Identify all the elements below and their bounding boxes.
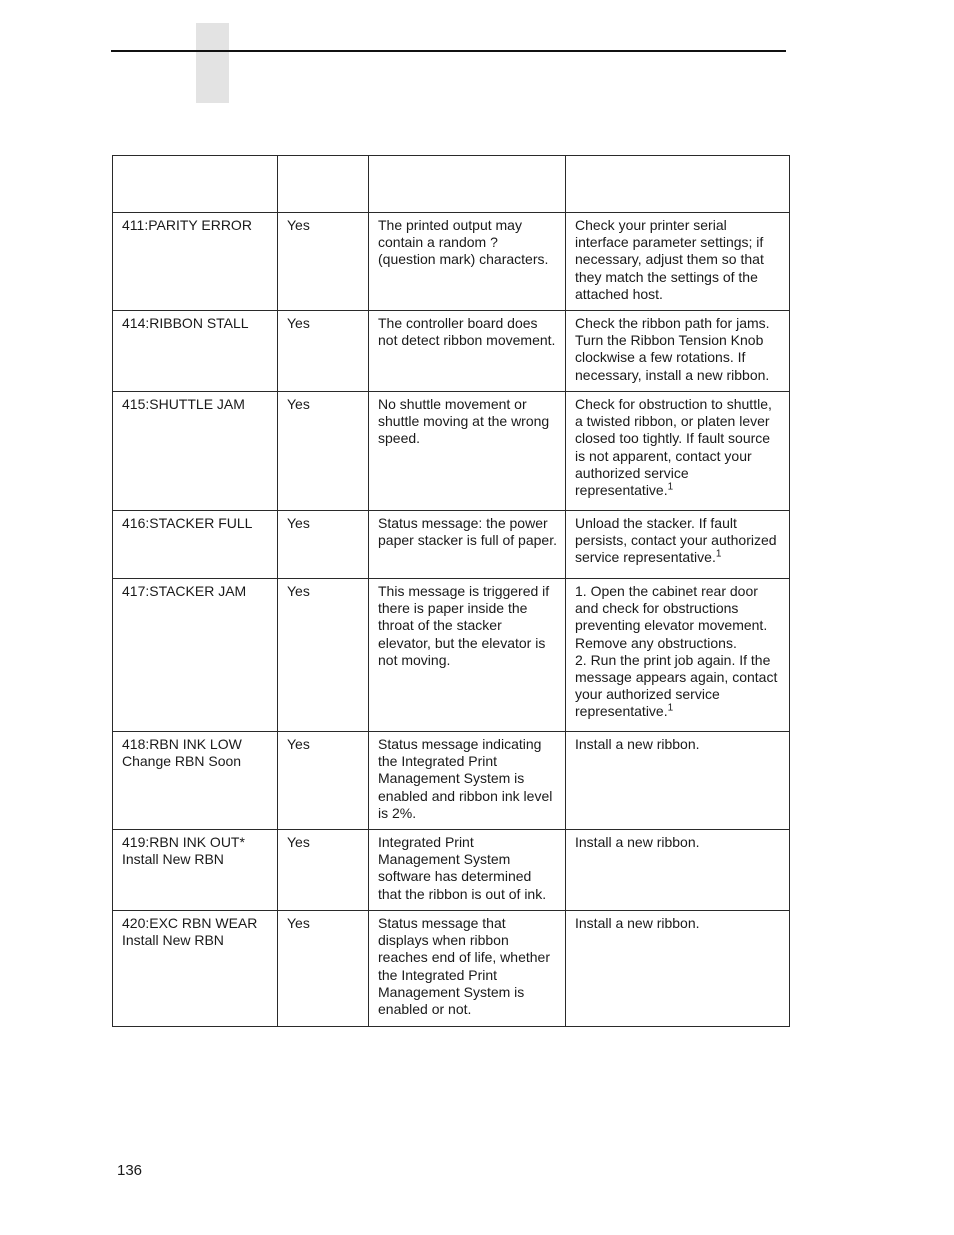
header-cell-explanation bbox=[369, 156, 566, 213]
message-cell bbox=[113, 830, 278, 911]
message-line: 419:RBN INK OUT* bbox=[122, 834, 245, 850]
solution-text: Check for obstruction to shuttle, a twisted ribbon, or platen lever closed too tightly. If fault source is not apparent, contact your authorized service representative. bbox=[575, 396, 772, 499]
solution-cell bbox=[566, 732, 790, 830]
solution-text: Install a new ribbon. bbox=[575, 834, 700, 850]
message-cell bbox=[113, 511, 278, 579]
footnote-marker: 1 bbox=[715, 548, 722, 560]
message-cell bbox=[113, 311, 278, 392]
solution-cell bbox=[566, 830, 790, 911]
chapter-tab bbox=[196, 23, 229, 103]
flag-cell: Yes bbox=[278, 392, 369, 511]
message-line: Install New RBN bbox=[122, 932, 224, 949]
solution-text: Install a new ribbon. bbox=[575, 736, 700, 752]
solution-cell bbox=[566, 392, 790, 511]
solution-text: Check the ribbon path for jams. Turn the Ribbon Tension Knob clockwise a few rotations. If necessary, install a new ribbon. bbox=[575, 315, 770, 383]
message-cell bbox=[113, 579, 278, 732]
explanation-cell: Integrated Print Management System software has determined that the ribbon is out of ink. bbox=[369, 830, 566, 911]
header-rule bbox=[111, 50, 786, 52]
solution-cell bbox=[566, 511, 790, 579]
flag-cell: Yes bbox=[278, 213, 369, 311]
table-row bbox=[113, 213, 790, 311]
solution-text: Unload the stacker. If fault persists, contact your authorized service representative. bbox=[575, 515, 777, 566]
message-line: 418:RBN INK LOW bbox=[122, 736, 242, 752]
header-cell-flag bbox=[278, 156, 369, 213]
message-line: 411:PARITY ERROR bbox=[122, 217, 252, 233]
table-row bbox=[113, 579, 790, 732]
solution-cell bbox=[566, 311, 790, 392]
flag-cell: Yes bbox=[278, 732, 369, 830]
table-row bbox=[113, 511, 790, 579]
header-cell-message bbox=[113, 156, 278, 213]
solution-text: 1. Open the cabinet rear door and check for obstructions preventing elevator movement. Remove any obstructions. 2. Run the print job again. If the message appears again, contact your authorized service representative. bbox=[575, 583, 778, 720]
table-row bbox=[113, 311, 790, 392]
table-row bbox=[113, 732, 790, 830]
explanation-cell: Status message indicating the Integrated Print Management System is enabled and ribbon ink level is 2%. bbox=[369, 732, 566, 830]
explanation-cell: No shuttle movement or shuttle moving at the wrong speed. bbox=[369, 392, 566, 511]
explanation-cell: This message is triggered if there is paper inside the throat of the stacker elevator, but the elevator is not moving. bbox=[369, 579, 566, 732]
table-header-row bbox=[113, 156, 790, 213]
flag-cell: Yes bbox=[278, 911, 369, 1027]
flag-cell: Yes bbox=[278, 579, 369, 732]
header-cell-solution bbox=[566, 156, 790, 213]
message-cell bbox=[113, 732, 278, 830]
flag-cell: Yes bbox=[278, 830, 369, 911]
flag-cell: Yes bbox=[278, 511, 369, 579]
message-cell bbox=[113, 213, 278, 311]
solution-cell bbox=[566, 579, 790, 732]
solution-cell bbox=[566, 911, 790, 1027]
explanation-cell: Status message: the power paper stacker is full of paper. bbox=[369, 511, 566, 579]
message-line: Install New RBN bbox=[122, 851, 224, 868]
message-table bbox=[112, 155, 790, 1027]
message-cell bbox=[113, 392, 278, 511]
solution-text: Check your printer serial interface parameter settings; if necessary, adjust them so that they match the settings of the attached host. bbox=[575, 217, 764, 302]
flag-cell: Yes bbox=[278, 311, 369, 392]
solution-cell bbox=[566, 213, 790, 311]
table-row bbox=[113, 392, 790, 511]
solution-text: Install a new ribbon. bbox=[575, 915, 700, 931]
message-cell bbox=[113, 911, 278, 1027]
message-line: 420:EXC RBN WEAR bbox=[122, 915, 258, 931]
footnote-marker: 1 bbox=[667, 702, 674, 714]
message-line: 416:STACKER FULL bbox=[122, 515, 253, 531]
table-row bbox=[113, 830, 790, 911]
explanation-cell: The controller board does not detect ribbon movement. bbox=[369, 311, 566, 392]
table-row bbox=[113, 911, 790, 1027]
message-line: 414:RIBBON STALL bbox=[122, 315, 249, 331]
explanation-cell: The printed output may contain a random ? (question mark) characters. bbox=[369, 213, 566, 311]
footnote-marker: 1 bbox=[667, 481, 674, 493]
message-line: Change RBN Soon bbox=[122, 753, 242, 770]
explanation-cell: Status message that displays when ribbon reaches end of life, whether the Integrated Print Management System is enabled or not. bbox=[369, 911, 566, 1027]
message-line: 417:STACKER JAM bbox=[122, 583, 247, 599]
message-line: 415:SHUTTLE JAM bbox=[122, 396, 245, 412]
page-number: 136 bbox=[117, 1162, 143, 1179]
